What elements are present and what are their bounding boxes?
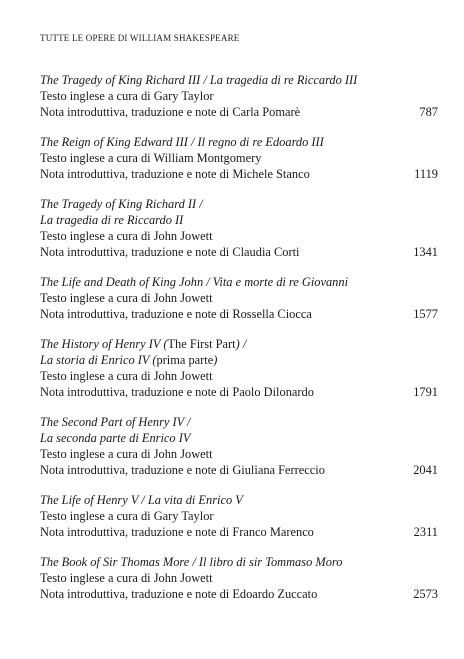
title-part: ) xyxy=(213,353,218,367)
page-number: 1341 xyxy=(413,245,438,259)
work-title-line-1: The Tragedy of King Richard II / xyxy=(40,197,203,211)
work-title: The Life and Death of King John / Vita e morte di re Giovanni xyxy=(40,275,349,289)
title-part-upright: prima parte xyxy=(156,353,214,367)
work-title-line-1 xyxy=(40,336,438,352)
page-number: 787 xyxy=(419,105,438,119)
toc-entry xyxy=(40,554,438,602)
running-header: TUTTE LE OPERE DI WILLIAM SHAKESPEARE xyxy=(40,33,240,43)
editor-line: Testo inglese a cura di William Montgomery xyxy=(40,151,262,165)
toc-entry xyxy=(40,274,438,322)
title-part: ) / xyxy=(235,337,247,351)
toc-entry xyxy=(40,196,438,260)
page-number: 2573 xyxy=(413,587,438,601)
page-number: 1577 xyxy=(413,307,438,321)
work-title: The Book of Sir Thomas More / Il libro di sir Tommaso Moro xyxy=(40,555,343,569)
notes-line: Nota introduttiva, traduzione e note di Carla Pomarè xyxy=(40,105,301,119)
toc-entry xyxy=(40,492,438,540)
editor-line: Testo inglese a cura di John Jowett xyxy=(40,571,213,585)
toc-entry xyxy=(40,134,438,182)
title-part-upright: The First Part xyxy=(167,337,236,351)
notes-line: Nota introduttiva, traduzione e note di Franco Marenco xyxy=(40,525,314,539)
editor-line: Testo inglese a cura di Gary Taylor xyxy=(40,509,214,523)
title-part: La storia di Enrico IV ( xyxy=(40,353,157,367)
editor-line: Testo inglese a cura di John Jowett xyxy=(40,291,213,305)
page-number: 2041 xyxy=(413,463,438,477)
notes-line: Nota introduttiva, traduzione e note di Edoardo Zuccato xyxy=(40,587,318,601)
title-part: The History of Henry IV ( xyxy=(40,337,168,351)
notes-line: Nota introduttiva, traduzione e note di Rossella Ciocca xyxy=(40,307,312,321)
editor-line: Testo inglese a cura di John Jowett xyxy=(40,229,213,243)
page-number: 1119 xyxy=(414,167,438,181)
page-number: 1791 xyxy=(413,385,438,399)
editor-line: Testo inglese a cura di Gary Taylor xyxy=(40,89,214,103)
notes-line: Nota introduttiva, traduzione e note di Paolo Dilonardo xyxy=(40,385,314,399)
notes-line: Nota introduttiva, traduzione e note di Claudia Corti xyxy=(40,245,300,259)
toc-entry xyxy=(40,336,438,400)
work-title: The Life of Henry V / La vita di Enrico V xyxy=(40,493,243,507)
page-number: 2311 xyxy=(413,525,438,539)
work-title: The Tragedy of King Richard III / La tragedia di re Riccardo III xyxy=(40,73,358,87)
work-title-line-2: La tragedia di re Riccardo II xyxy=(40,213,184,227)
notes-line: Nota introduttiva, traduzione e note di Michele Stanco xyxy=(40,167,310,181)
toc-entry xyxy=(40,414,438,478)
work-title-line-1: The Second Part of Henry IV / xyxy=(40,415,191,429)
editor-line: Testo inglese a cura di John Jowett xyxy=(40,369,213,383)
editor-line: Testo inglese a cura di John Jowett xyxy=(40,447,213,461)
table-of-contents xyxy=(40,72,438,616)
work-title-line-2 xyxy=(40,352,438,368)
toc-entry xyxy=(40,72,438,120)
notes-line: Nota introduttiva, traduzione e note di Giuliana Ferreccio xyxy=(40,463,325,477)
work-title-line-2: La seconda parte di Enrico IV xyxy=(40,431,191,445)
work-title: The Reign of King Edward III / Il regno di re Edoardo III xyxy=(40,135,324,149)
